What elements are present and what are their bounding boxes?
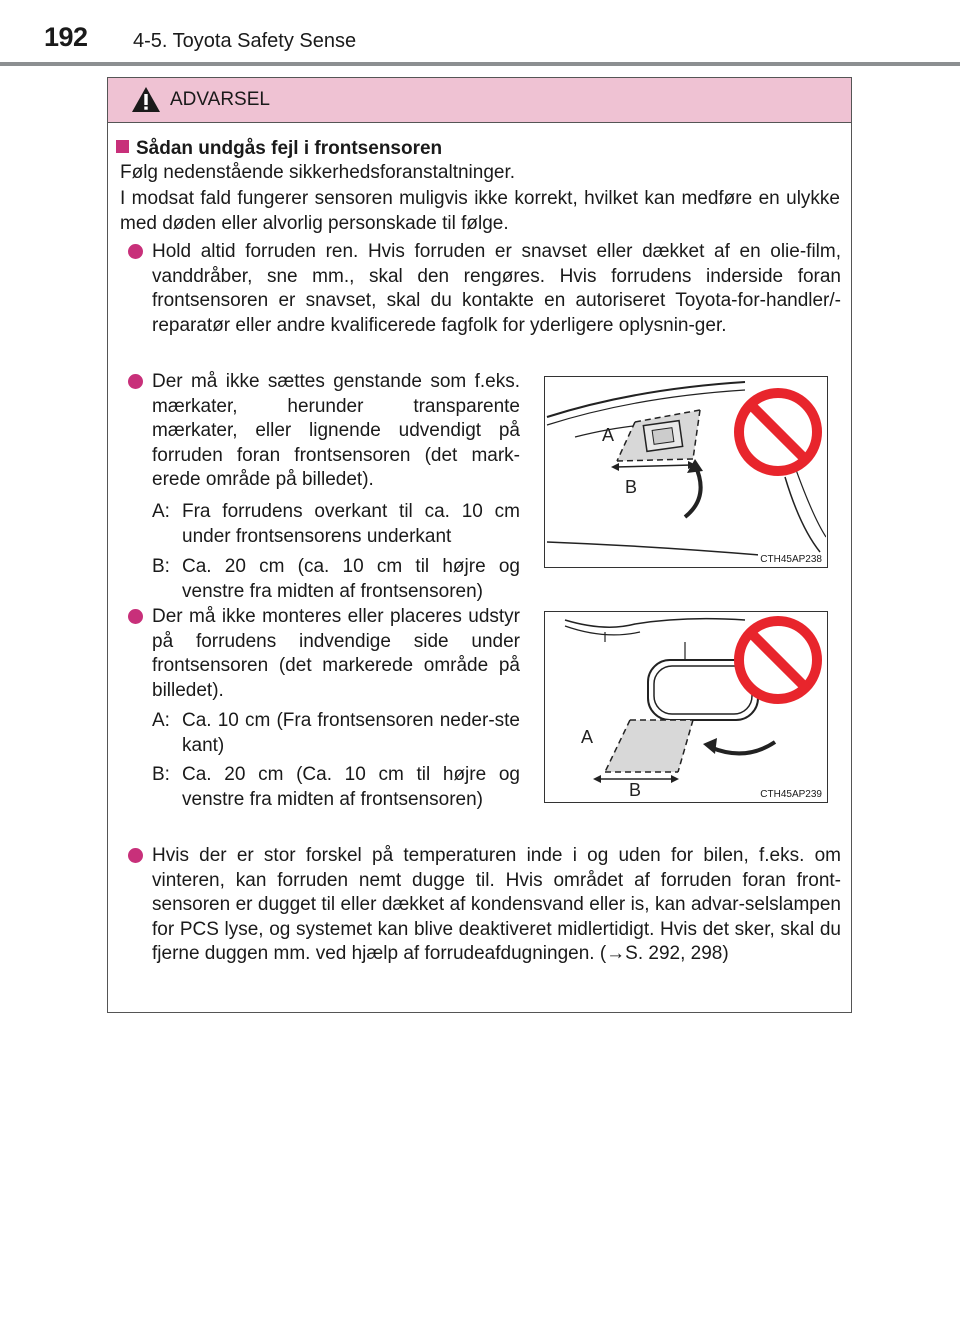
bullet-text: Der må ikke monteres eller placeres udstyr på forrudens indvendige side under frontsensoren (det markerede område på billedet). (152, 606, 520, 701)
round-bullet-icon (128, 609, 143, 624)
bullet-no-stickers (128, 370, 520, 493)
figure-label-b: B (629, 780, 642, 800)
figure-label-b: B (625, 477, 638, 497)
page-number: 192 (44, 22, 88, 52)
figure-label-a: A (581, 727, 594, 747)
definition-label: A: (152, 710, 170, 731)
definition-label: A: (152, 501, 170, 522)
bullet-text: Hvis der er stor forskel på temperaturen inde i og uden for bilen, f.eks. om vinteren, kan forruden nemt dugge til. Hvis området af forruden foran front-sensoren er dugget til eller dækket af kondensvand eller is, kan advar-selslampen for PCS lyse, og systemet kan blive deaktiveret midlertidigt. Hvis det sker, skal du fjerne duggen mm. ved hjælp af forrudeafdugningen. (→S. 292, 298) (152, 845, 841, 964)
square-bullet-icon (116, 140, 129, 153)
figure-windshield-interior (544, 611, 828, 803)
figure-caption: CTH45AP239 (760, 789, 822, 800)
prohibition-icon (739, 393, 817, 471)
windshield-exterior-illustration (545, 377, 826, 566)
figure-caption: CTH45AP238 (760, 554, 822, 565)
definition-a-sticker (152, 500, 520, 549)
windshield-interior-illustration (545, 612, 826, 801)
warning-header (108, 78, 851, 123)
warning-triangle-icon (131, 86, 161, 113)
round-bullet-icon (128, 848, 143, 863)
round-bullet-icon (128, 244, 143, 259)
definition-b-equipment (152, 763, 520, 812)
warning-title: ADVARSEL (170, 89, 270, 110)
prohibition-icon (739, 621, 817, 699)
bullet-clean-windshield (128, 240, 841, 338)
figure-windshield-exterior (544, 376, 828, 568)
bullet-no-equipment (128, 605, 520, 703)
subheading-text: Sådan undgås fejl i frontsensoren (136, 138, 443, 159)
definition-text: Ca. 10 cm (Fra frontsensoren neder-ste kant) (182, 710, 520, 756)
header-rule (0, 62, 960, 66)
intro-line-1: Følg nedenstående sikkerhedsforanstaltninger. (120, 162, 516, 183)
round-bullet-icon (128, 374, 143, 389)
definition-a-equipment (152, 709, 520, 758)
figure-label-a: A (602, 425, 615, 445)
definition-label: B: (152, 556, 170, 577)
bullet-text: Der må ikke sættes genstande som f.eks. mærkater, herunder transparente mærkater, eller lignende udvendigt på forruden foran frontsensoren (det mark-erede område på billedet). (152, 371, 520, 490)
definition-text: Ca. 20 cm (Ca. 10 cm til højre og venstre fra midten af frontsensoren) (182, 764, 520, 810)
definition-text: Ca. 20 cm (ca. 10 cm til højre og venstre fra midten af frontsensoren) (182, 556, 520, 602)
warning-box (107, 77, 852, 1013)
intro-line-2: I modsat fald fungerer sensoren muligvis ikke korrekt, hvilket kan medføre en ulykke med døden eller alvorlig personskade til følge. (120, 188, 840, 234)
definition-label: B: (152, 764, 170, 785)
bullet-temperature (128, 844, 841, 967)
definition-b-sticker (152, 555, 520, 604)
warning-subheading (116, 138, 442, 160)
definition-text: Fra forrudens overkant til ca. 10 cm under frontsensorens underkant (182, 501, 520, 547)
section-title: 4-5. Toyota Safety Sense (133, 30, 357, 52)
bullet-text: Hold altid forruden ren. Hvis forruden er snavset eller dækket af en olie-film, vanddråber, sne mm., skal den rengøres. Hvis forrudens inderside foran frontsensoren er snavset, skal du kontakte en autoriseret Toyota-for-handler/-reparatør eller andre kvalificerede fagfolk for yderligere oplysnin-ger. (152, 241, 841, 336)
